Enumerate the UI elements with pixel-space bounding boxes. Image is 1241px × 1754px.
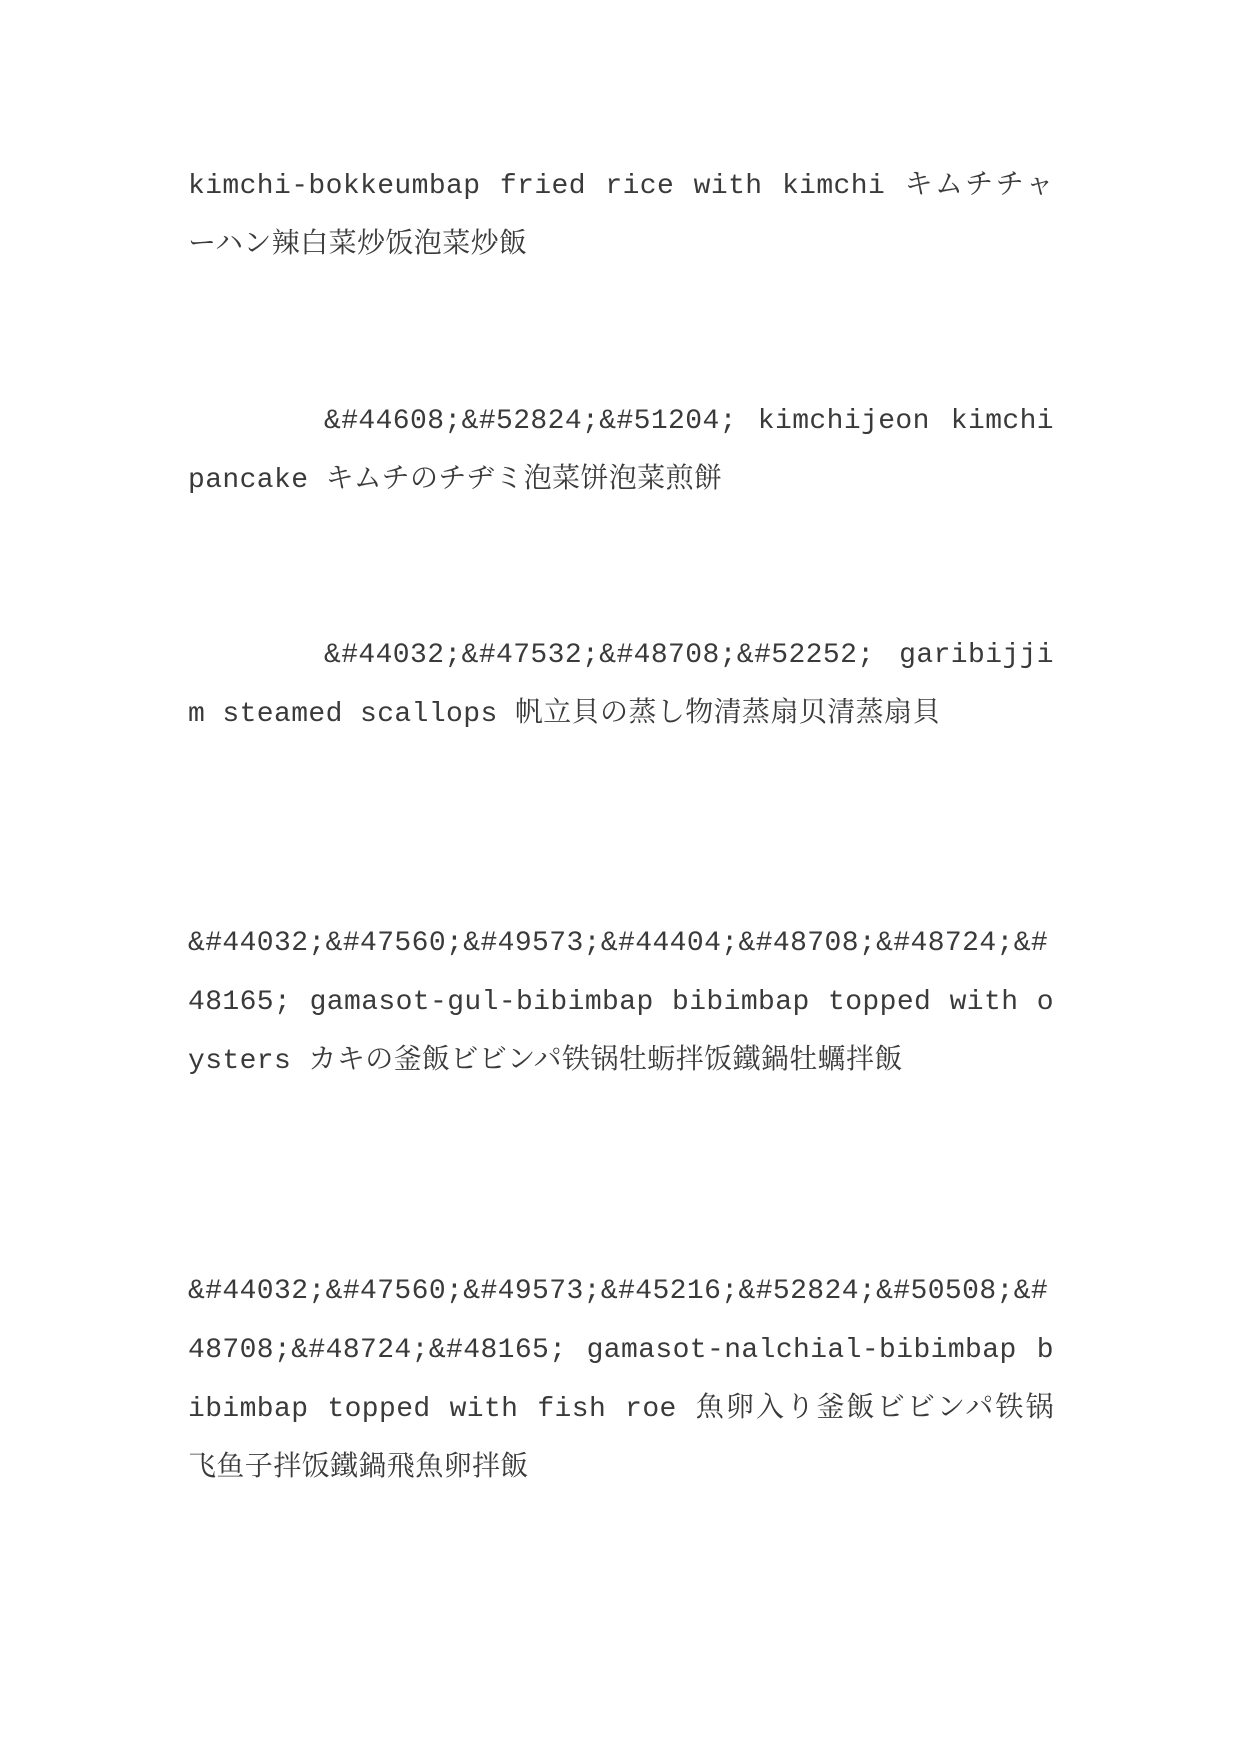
entry-garibijjim: &#44032;&#47532;&#48708;&#52252; garibijjim steamed scallops 帆立貝の蒸し物清蒸扇贝清蒸扇貝 [188,640,1054,730]
entry-gamasot-nalchial-bibimbap: &#44032;&#47560;&#49573;&#45216;&#52824;&#50508;&#48708;&#48724;&#48165; gamasot-nalchial-bibimbap bibimbap topped with fish roe 魚卵入り釜飯ビビンパ铁锅飞鱼子拌饭鐵鍋飛魚卵拌飯 [188,1276,1054,1484]
entry-gamasot-gul-bibimbap: &#44032;&#47560;&#49573;&#44404;&#48708;&#48724;&#48165; gamasot-gul-bibimbap bibimbap topped with oysters カキの釜飯ビビンパ铁锅牡蛎拌饭鐵鍋牡蠣拌飯 [188,928,1054,1077]
entry-kimchijeon: &#44608;&#52824;&#51204; kimchijeon kimchi pancake キムチのチヂミ泡菜饼泡菜煎餅 [188,406,1054,496]
entry-kimchi-bokkeumbap: kimchi-bokkeumbap fried rice with kimchi キムチチャーハン辣白菜炒饭泡菜炒飯 [188,171,1054,261]
